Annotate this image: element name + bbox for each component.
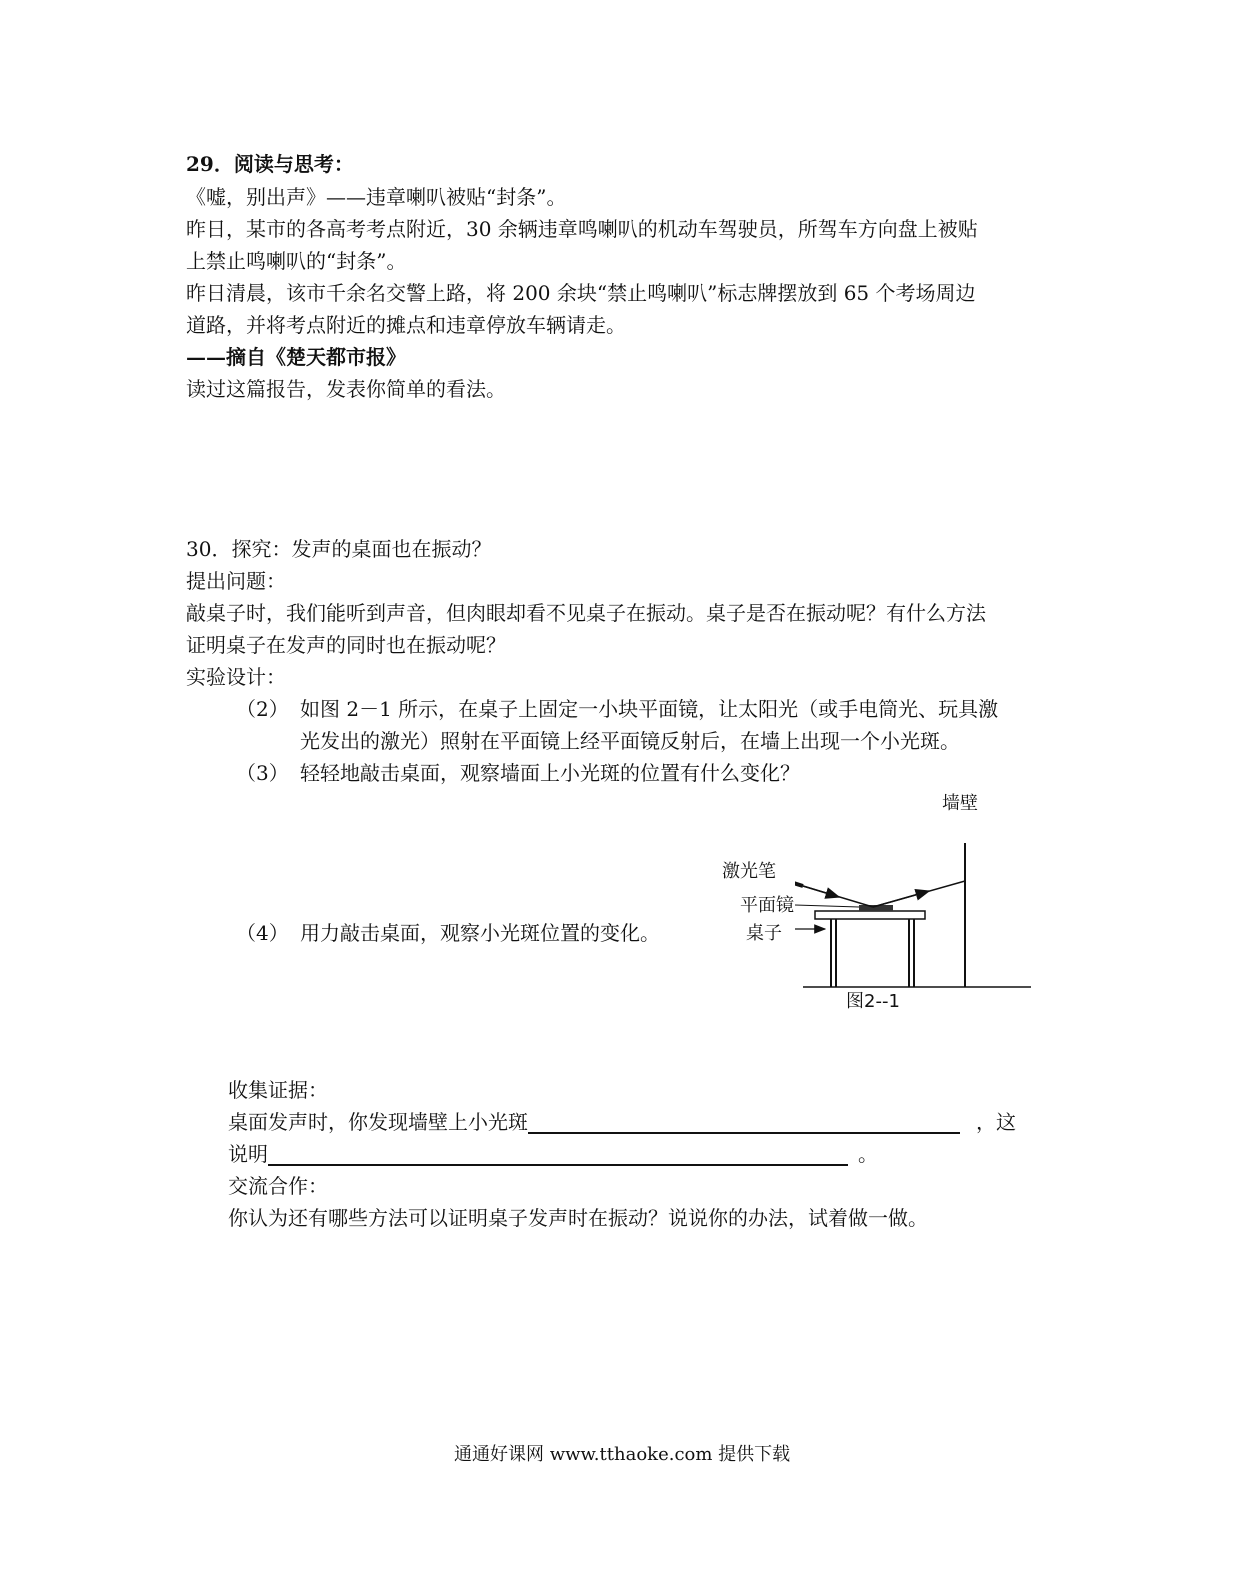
evidence-line-2-text: 说明: [228, 1142, 268, 1166]
evidence-line-1-end: ，这: [976, 1110, 1016, 1134]
q29-article-title: 《嘘，别出声》——违章喇叭被贴“封条”。: [186, 185, 567, 209]
q29-heading: 29．阅读与思考：: [186, 152, 354, 176]
figure-caption: 图2--1: [846, 991, 900, 1012]
evidence-line-2-end: 。: [858, 1142, 878, 1166]
figure-laser-label: 激光笔: [722, 861, 776, 882]
q30-step-3-text: 轻轻地敲击桌面，观察墙面上小光斑的位置有什么变化？: [300, 761, 800, 785]
figure-mirror-label: 平面镜: [740, 895, 794, 916]
q30-step-2-number: （2）: [236, 697, 289, 721]
answer-blank-2[interactable]: [268, 1144, 848, 1166]
q30-evidence-line-1: [228, 1110, 1016, 1134]
q29-source: ——摘自《楚天都市报》: [186, 345, 406, 369]
q30-cooperation-label: 交流合作：: [228, 1174, 328, 1198]
q30-step-4-number: （4）: [236, 921, 289, 945]
mirror-pointer: [795, 905, 859, 907]
q30-step-2-line-1: 如图 2－1 所示，在桌子上固定一小块平面镜，让太阳光（或手电筒光、玩具激: [300, 697, 999, 721]
figure-wall-label: 墙壁: [942, 793, 978, 814]
laser-pen: [795, 881, 803, 886]
q30-design-label: 实验设计：: [186, 665, 286, 689]
q29-paragraph-1-line-1: 昨日，某市的各高考考点附近，30 余辆违章鸣喇叭的机动车驾驶员，所驾车方向盘上被贴: [186, 217, 978, 241]
q29-prompt: 读过这篇报告，发表你简单的看法。: [186, 377, 506, 401]
q30-step-4-text: 用力敲击桌面，观察小光斑位置的变化。: [300, 921, 660, 945]
q30-cooperation-text: 你认为还有哪些方法可以证明桌子发声时在振动？说说你的办法，试着做一做。: [228, 1206, 928, 1230]
q30-raise-question-line-2: 证明桌子在发声的同时也在振动呢？: [186, 633, 506, 657]
q29-paragraph-2-line-1: 昨日清晨，该市千余名交警上路，将 200 余块“禁止鸣喇叭”标志牌摆放到 65 个考场周边: [186, 281, 976, 305]
q30-step-2-line-2: 光发出的激光）照射在平面镜上经平面镜反射后，在墙上出现一个小光斑。: [300, 729, 960, 753]
table-top: [815, 911, 925, 919]
experiment-diagram: [795, 835, 1035, 1005]
reflected-ray-arrow: [873, 891, 929, 907]
incident-ray-arrow: [803, 886, 839, 897]
answer-blank-1[interactable]: [528, 1112, 960, 1134]
q30-heading: 30．探究：发声的桌面也在振动？: [186, 537, 492, 561]
q30-raise-question-line-1: 敲桌子时，我们能听到声音，但肉眼却看不见桌子在振动。桌子是否在振动呢？有什么方法: [186, 601, 986, 625]
evidence-line-1-text: 桌面发声时，你发现墙壁上小光斑: [228, 1110, 528, 1134]
page-footer: 通通好课网 www.tthaoke.com 提供下载: [454, 1444, 791, 1465]
q29-paragraph-2-line-2: 道路，并将考点附近的摊点和违章停放车辆请走。: [186, 313, 626, 337]
q30-step-3-number: （3）: [236, 761, 289, 785]
q30-evidence-label: 收集证据：: [228, 1078, 328, 1102]
q30-raise-question-label: 提出问题：: [186, 569, 286, 593]
figure-table-label: 桌子: [746, 923, 782, 944]
q29-paragraph-1-line-2: 上禁止鸣喇叭的“封条”。: [186, 249, 407, 273]
q30-evidence-line-2: [228, 1142, 878, 1166]
